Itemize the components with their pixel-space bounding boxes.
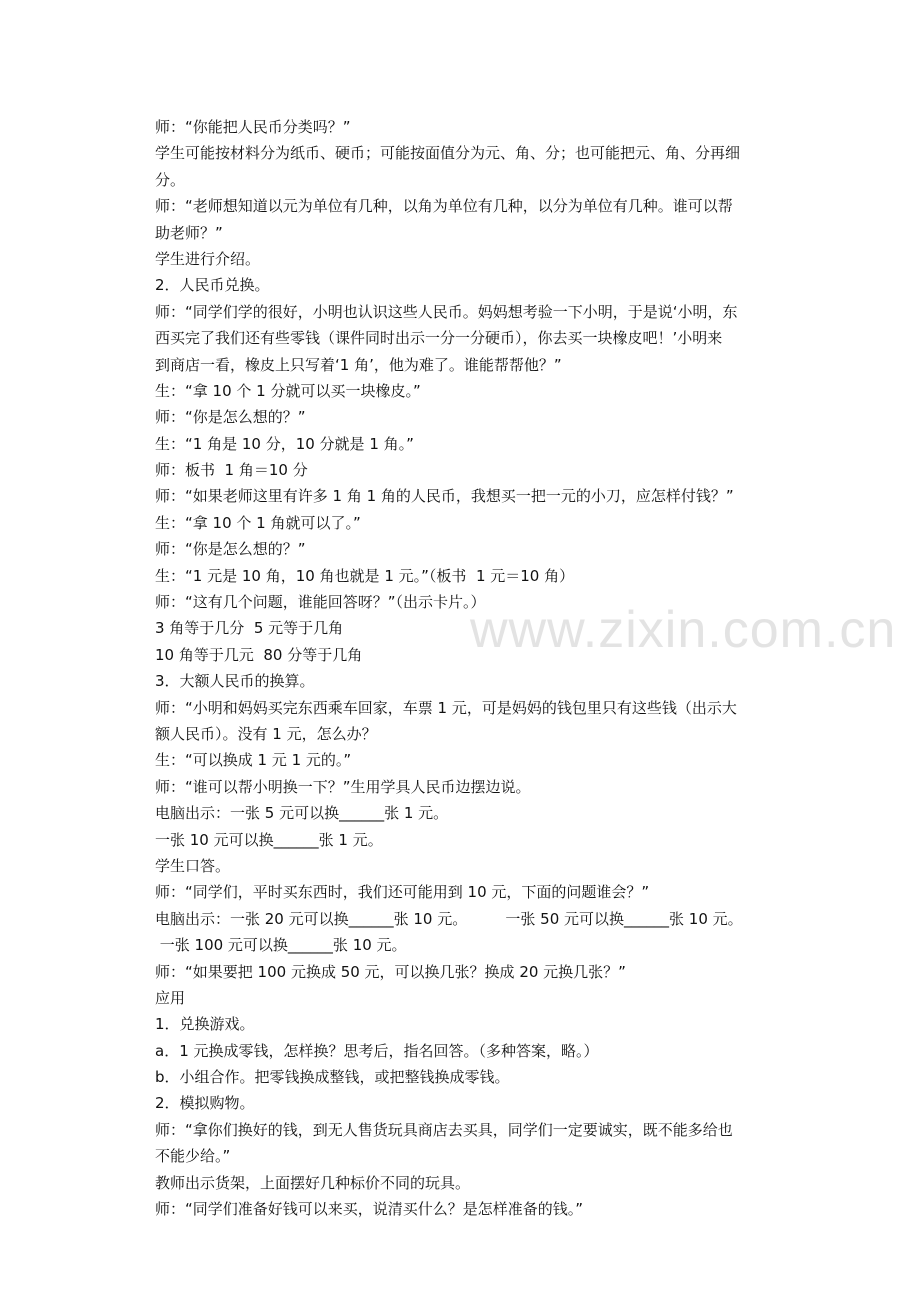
text-line: 师：“同学们，平时买东西时，我们还可能用到 10 元，下面的问题谁会？” [155,883,650,902]
text-line: 师：板书 1 角＝10 分 [155,461,308,480]
text-line: 3 角等于几分 5 元等于几角 [155,619,344,638]
text-line: 生：“拿 10 个 1 角就可以了。” [155,513,361,532]
text-line: 到商店一看，橡皮上只写着‘1 角’，他为难了。谁能帮帮他？” [155,355,562,374]
text-line: 2．人民币兑换。 [155,276,270,295]
text-line: 师：“你是怎么想的？” [155,540,306,559]
text-line: 电脑出示：一张 20 元可以换______张 10 元。 一张 50 元可以换______张 10 元。 [155,909,743,928]
text-line: a．1 元换成零钱，怎样换？思考后，指名回答。（多种答案，略。） [155,1041,599,1060]
text-line: 3．大额人民币的换算。 [155,672,315,691]
text-line: 师：“你是怎么想的？” [155,408,306,427]
text-line: 应用 [155,988,186,1007]
text-line: 生：“1 元是 10 角，10 角也就是 1 元。”（板书 1 元＝10 角） [155,566,575,585]
text-line: 生：“1 角是 10 分，10 分就是 1 角。” [155,434,414,453]
text-line: 师：“这有几个问题，谁能回答呀？”（出示卡片。） [155,593,486,612]
text-line: 额人民币）。没有 1 元，怎么办？ [155,724,377,743]
text-line: 学生口答。 [155,856,231,875]
text-line: 助老师？” [155,223,223,242]
text-line: 师：“如果要把 100 元换成 50 元，可以换几张？换成 20 元换几张？” [155,962,626,981]
text-line: 师：“谁可以帮小明换一下？”生用学具人民币边摆边说。 [155,777,531,796]
text-line: 一张 100 元可以换______张 10 元。 [155,936,407,955]
text-line: 2．模拟购物。 [155,1094,255,1113]
text-line: 西买完了我们还有些零钱（课件同时出示一分一分硬币），你去买一块橡皮吧！’小明来 [155,329,723,348]
text-line: 师：“你能把人民币分类吗？” [155,118,351,136]
text-line: 生：“拿 10 个 1 分就可以买一块橡皮。” [155,381,421,400]
text-line: 教师出示货架，上面摆好几种标价不同的玩具。 [155,1173,471,1192]
text-line: 1．兑换游戏。 [155,1015,255,1034]
text-line: 10 角等于几元 80 分等于几角 [155,645,363,664]
text-line: 师：“老师想知道以元为单位有几种，以角为单位有几种，以分为单位有几种。谁可以帮 [155,197,733,216]
text-line: 师：“如果老师这里有许多 1 角 1 角的人民币，我想买一把一元的小刀，应怎样付钱？” [155,487,734,506]
text-line: 分。 [155,170,186,189]
watermark: www.zixin.com.cn [470,601,897,659]
text-line: b．小组合作。把零钱换成整钱，或把整钱换成零钱。 [155,1068,510,1087]
text-line: 师：“拿你们换好的钱，到无人售货玩具商店去买具，同学们一定要诚实，既不能多给也 [155,1120,733,1139]
text-line: 不能少给。” [155,1147,231,1166]
text-line: 学生进行介绍。 [155,249,261,268]
document-body [155,114,795,1222]
text-line: 师：“小明和妈妈买完东西乘车回家，车票 1 元，可是妈妈的钱包里只有这些钱（出示大 [155,698,737,717]
text-line: 学生可能按材料分为纸币、硬币；可能按面值分为元、角、分；也可能把元、角、分再细 [155,144,741,163]
text-line: 生：“可以换成 1 元 1 元的。” [155,751,352,770]
text-line: 电脑出示：一张 5 元可以换______张 1 元。 [155,804,449,823]
text-line: 师：“同学们学的很好，小明也认识这些人民币。妈妈想考验一下小明，于是说‘小明，东 [155,302,738,321]
text-line: 师：“同学们准备好钱可以来买，说清买什么？是怎样准备的钱。” [155,1200,584,1219]
text-line: 一张 10 元可以换______张 1 元。 [155,830,383,849]
